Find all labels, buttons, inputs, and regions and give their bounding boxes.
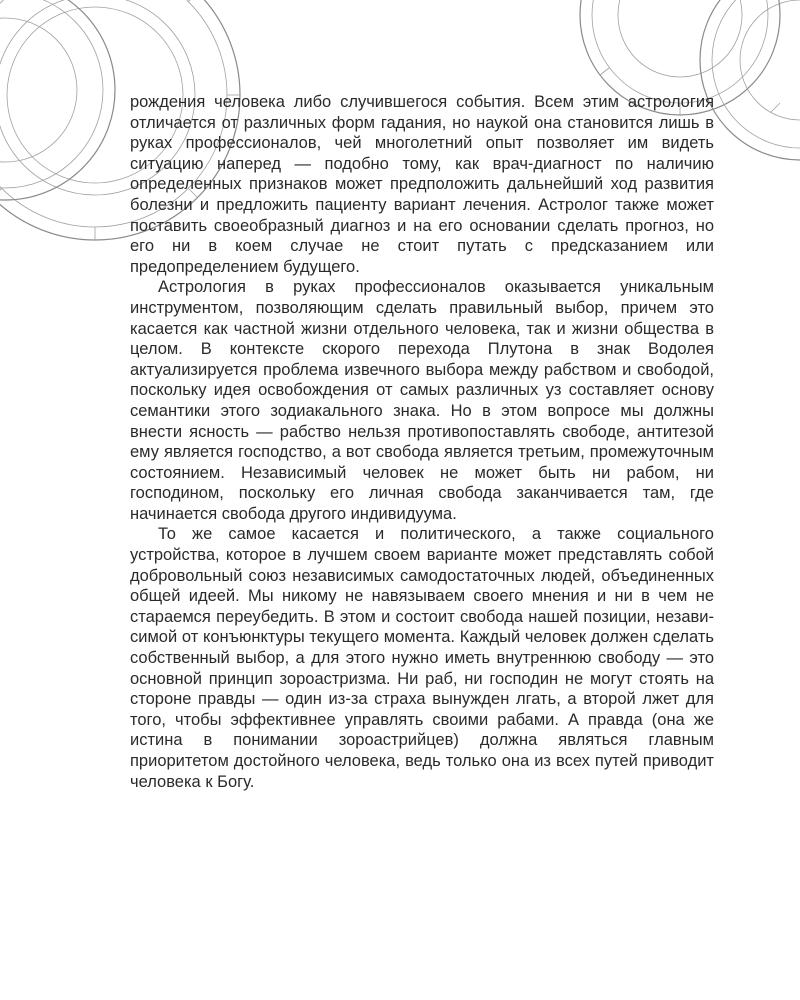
paragraph-1: рождения человека либо случившегося события. Всем этим астрология отличается от различных форм гадания, но наукой она становится лишь в руках профессионалов, чей многолетний опыт позволяет им видеть ситуацию наперед — подобно тому, как врач-диагност по наличию определенных признаков может предположить дальнейший ход развития болезни и предложить пациенту вариант лечения. Астролог также может поставить своеобразный диагноз и на его основании сделать прогноз, но его ни в коем случае не стоит путать с предсказанием или предопределением будущего. xyxy=(130,93,714,276)
page-text xyxy=(130,92,714,792)
paragraph-2: Астрология в руках профессионалов оказывается уникальным инструментом, позволяющим сделать правильный выбор, причем это касается как частной жизни отдельного человека, так и жизни общества в целом. В контексте скорого перехода Плутона в знак Водолея актуализируется проблема извечного выбора между рабством и свободой, поскольку идея освобождения от самых различных уз составляет основу семантики этого зодиакального знака. Но в этом вопросе мы должны внести ясность — рабство нельзя противопоставлять свободе, антитезой ему является господство, а вот свобода является третьим, промежуточным состоянием. Независимый человек не может быть ни рабом, ни господином, поскольку его личная свобода заканчивается там, где начинается свобода другого индивидуума. xyxy=(130,278,714,523)
paragraph-3: То же самое касается и политического, а также социального устройства, которое в лучшем своем варианте может представлять собой добровольный союз независимых самодостаточных людей, объединенных общей идеей. Мы никому не навязываем своего мнения и ни в чем не стараемся переубедить. В этом и состоит свобода нашей позиции, независимой от конъюнктуры текущего момента. Каждый человек должен сделать собственный выбор, а для этого нужно иметь внутреннюю свободу — это основной принцип зороастризма. Ни раб, ни господин не могут стоять на стороне правды — один из-за страха вынужден лгать, а второй лжет для того, чтобы эффективнее управлять своими рабами. А правда (она же истина в понимании зороастрийцев) должна являться главным приоритетом достойного человека, ведь только она из всех путей приводит человека к Богу. xyxy=(130,525,714,791)
